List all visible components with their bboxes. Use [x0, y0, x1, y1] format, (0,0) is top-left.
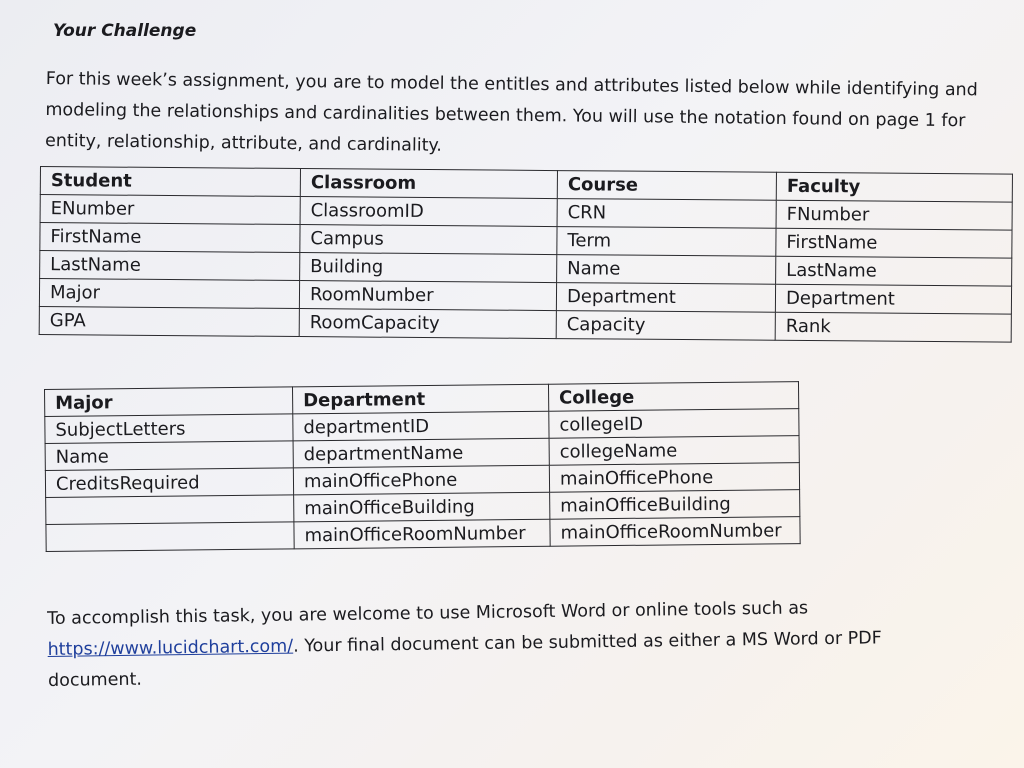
table-cell: departmentName: [293, 438, 549, 468]
entity-header-student: Student: [40, 167, 300, 197]
entities-table-1: [39, 166, 1013, 343]
table-cell: Building: [300, 253, 557, 283]
table-cell: FirstName: [40, 223, 300, 253]
entity-header-department: Department: [292, 384, 548, 414]
table-cell: GPA: [39, 306, 299, 336]
table-cell: [46, 495, 294, 525]
entity-header-course: Course: [557, 171, 776, 201]
table-cell: Capacity: [556, 311, 775, 341]
table-cell: LastName: [40, 251, 300, 281]
table-cell: CreditsRequired: [45, 468, 293, 498]
table-cell: FNumber: [776, 200, 1012, 230]
closing-paragraph: [47, 591, 968, 697]
table-cell: departmentID: [293, 411, 549, 441]
table-cell: ENumber: [40, 195, 300, 225]
entities-table-2: [44, 381, 801, 552]
table-cell: mainOfficeBuilding: [294, 492, 550, 522]
lucidchart-link[interactable]: https://www.lucidchart.com/: [47, 636, 294, 660]
table-cell: LastName: [776, 256, 1012, 286]
table-cell: [46, 522, 294, 552]
table-cell: collegeName: [549, 436, 799, 466]
entity-header-college: College: [548, 382, 798, 412]
table-cell: mainOfficeRoomNumber: [550, 517, 800, 547]
table-cell: FirstName: [776, 228, 1012, 258]
table-cell: Department: [775, 284, 1011, 314]
table-cell: RoomNumber: [299, 281, 556, 311]
table-cell: Name: [45, 441, 293, 471]
table-cell: Name: [557, 255, 776, 285]
assignment-instructions: For this week’s assignment, you are to model the entitles and attributes listed below while identifying and modeling the relationships and cardinalities between them. You will use the notation found on page 1 for entity, relationship, attribute, and cardinality.: [44, 68, 978, 156]
table-cell: Rank: [775, 312, 1011, 342]
closing-text-before-link: To accomplish this task, you are welcome to use Microsoft Word or online tools such as: [47, 598, 809, 629]
table-cell: mainOfficeRoomNumber: [294, 519, 550, 549]
closing-text-after-link: . Your final document can be submitted as either a MS Word or PDF document.: [47, 628, 882, 691]
entity-header-classroom: Classroom: [300, 169, 557, 199]
table-cell: SubjectLetters: [45, 414, 293, 444]
table-cell: mainOfficeBuilding: [550, 490, 800, 520]
table-cell: Campus: [300, 225, 557, 255]
entity-header-faculty: Faculty: [776, 172, 1012, 202]
table-cell: CRN: [557, 199, 776, 229]
table-cell: ClassroomID: [300, 197, 557, 227]
table-cell: Department: [556, 283, 775, 313]
entity-header-major: Major: [45, 387, 293, 417]
table-cell: collegeID: [549, 409, 799, 439]
table-cell: RoomCapacity: [299, 309, 556, 339]
page-title: Your Challenge: [53, 21, 197, 41]
table-cell: mainOfficePhone: [549, 463, 799, 493]
table-cell: mainOfficePhone: [293, 465, 549, 495]
table-cell: Term: [557, 227, 776, 257]
table-cell: Major: [39, 279, 299, 309]
